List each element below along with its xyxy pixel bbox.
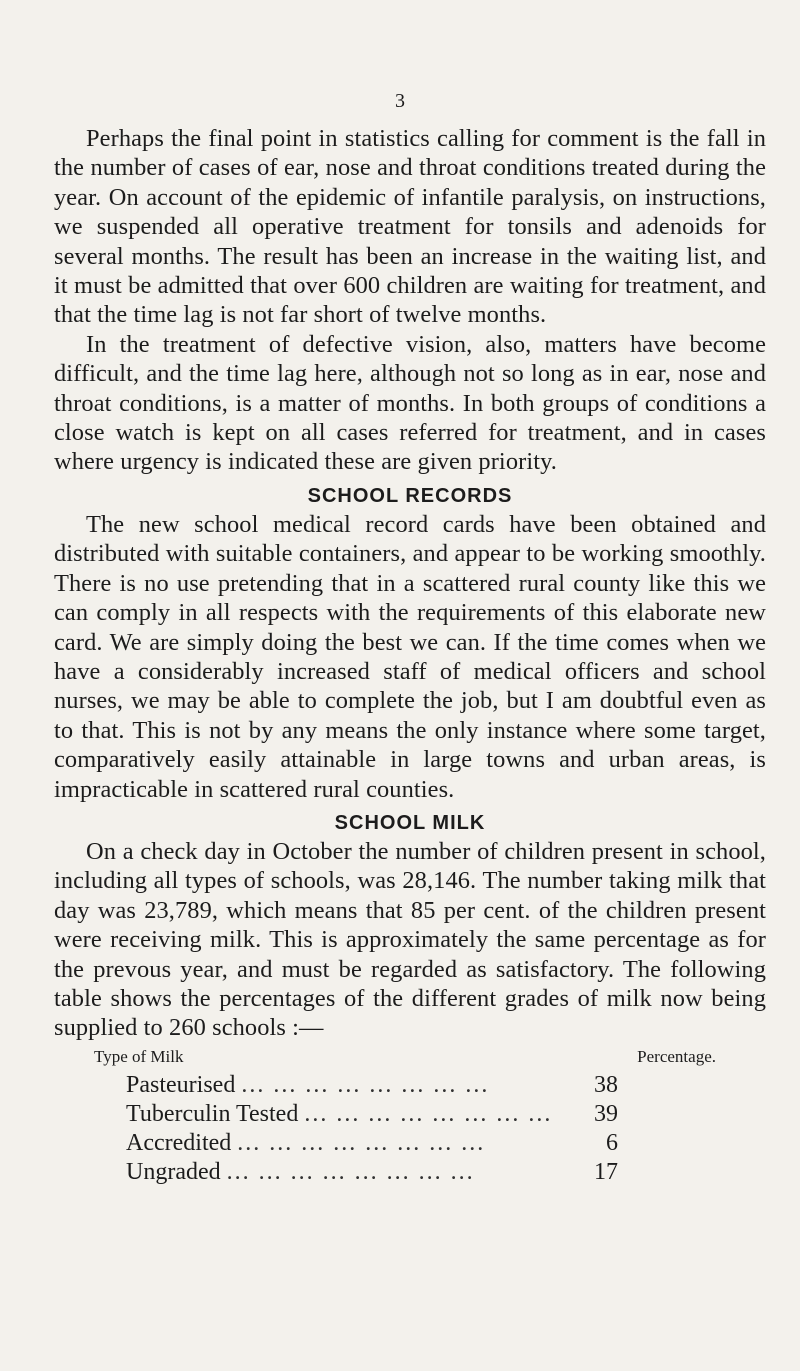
paragraph-school-milk: On a check day in October the number of children present in school, including all types of schools, was 28,146. The number taking milk that day was 23,789, which means that 85 per cent. of the children present were receiving milk. This is approximately the same percentage as for the prevous year, and must be regarded as satisfactory. The following table shows the percentages of the different grades of milk now being supplied to 260 schools :— bbox=[54, 837, 766, 1042]
milk-grades-table bbox=[54, 1047, 766, 1187]
milk-percentage: 38 bbox=[594, 1071, 618, 1098]
column-header-percentage: Percentage. bbox=[637, 1046, 716, 1066]
heading-school-milk: SCHOOL MILK bbox=[334, 811, 486, 834]
paragraph-defective-vision: In the treatment of defective vision, also, matters have become difficult, and the time lag here, although not so long as in ear, nose and throat conditions, is a matter of months. In both groups of conditions a close watch is kept on all cases referred for treatment, and in cases where urgency is indicated these are given priority. bbox=[54, 330, 766, 476]
table-row bbox=[54, 1071, 618, 1100]
leader-dots: ... ... ... ... ... ... ... ... bbox=[304, 1100, 553, 1127]
milk-percentage: 39 bbox=[594, 1100, 618, 1127]
table-row bbox=[54, 1129, 618, 1158]
body-text bbox=[54, 124, 766, 1187]
heading-school-records: SCHOOL RECORDS bbox=[307, 484, 513, 507]
milk-type: Tuberculin Tested bbox=[126, 1100, 299, 1127]
leader-dots: ... ... ... ... ... ... ... ... bbox=[237, 1129, 486, 1156]
milk-type: Accredited bbox=[126, 1129, 232, 1156]
leader-dots: ... ... ... ... ... ... ... ... bbox=[226, 1158, 475, 1185]
milk-percentage: 6 bbox=[606, 1129, 618, 1156]
leader-dots: ... ... ... ... ... ... ... ... bbox=[241, 1071, 490, 1098]
milk-type: Pasteurised bbox=[126, 1071, 236, 1098]
column-header-type: Type of Milk bbox=[94, 1046, 184, 1066]
table-header bbox=[54, 1047, 766, 1067]
paragraph-ent-waiting-list: Perhaps the final point in statistics calling for comment is the fall in the number of cases of ear, nose and throat conditions treated during the year. On account of the epidemic of infantile paralysis, on instructions, we suspended all operative treatment for tonsils and adenoids for several months. The result has been an increase in the waiting list, and it must be admitted that over 600 children are waiting for treatment, and that the time lag is not far short of twelve months. bbox=[54, 125, 766, 329]
milk-type: Ungraded bbox=[126, 1158, 221, 1185]
table-row bbox=[54, 1158, 618, 1187]
paragraph-school-records: The new school medical record cards have been obtained and distributed with suitable containers, and appear to be working smoothly. There is no use pretending that in a scattered rural county like this we can comply in all respects with the requirements of this elaborate new card. We are simply doing the best we can. If the time comes when we have a considerably increased staff of medical officers and school nurses, we may be able to complete the job, but I am doubtful even as to that. This is not by any means the only instance where some target, comparatively easily attainable in large towns and urban areas, is impracticable in scattered rural counties. bbox=[54, 510, 766, 803]
milk-percentage: 17 bbox=[594, 1158, 618, 1185]
page-number: 3 bbox=[395, 90, 405, 112]
table-row bbox=[54, 1100, 618, 1129]
